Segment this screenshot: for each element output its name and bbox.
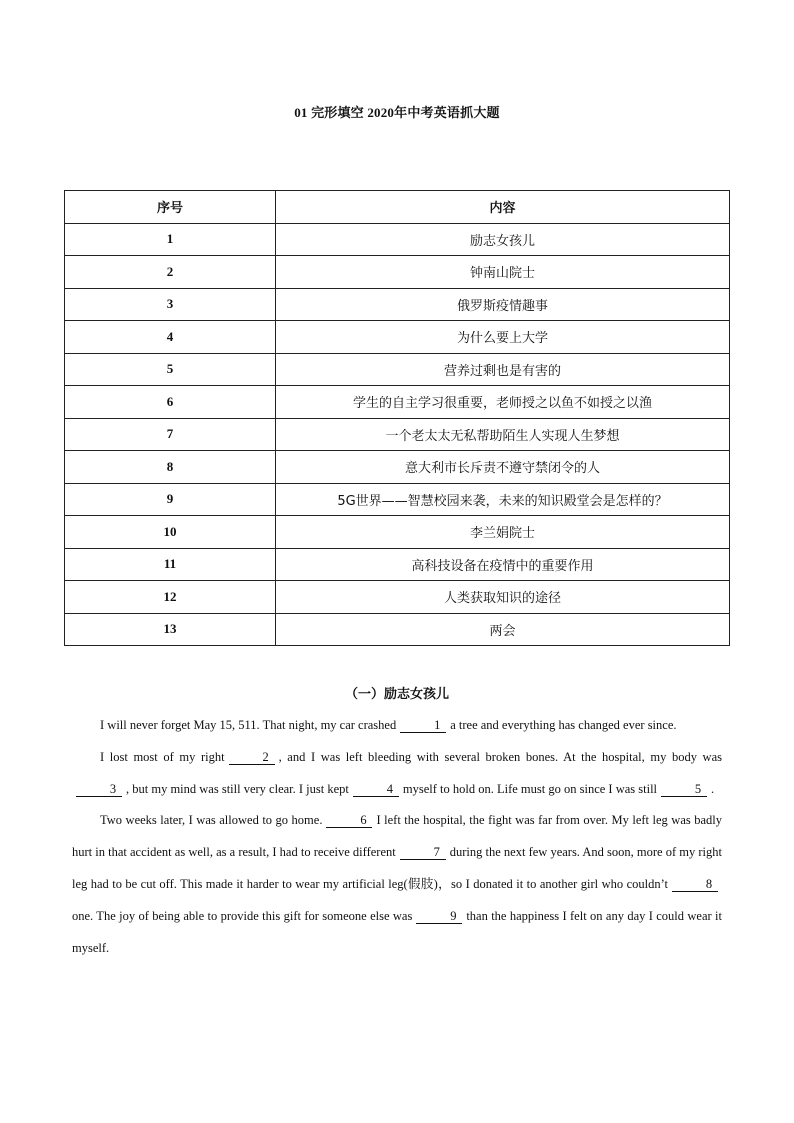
row-number: 4 bbox=[65, 321, 276, 354]
table-row bbox=[65, 321, 730, 354]
row-number: 2 bbox=[65, 256, 276, 289]
row-number: 1 bbox=[65, 223, 276, 256]
text-segment: I lost most of my right bbox=[100, 749, 225, 764]
header-content: 内容 bbox=[276, 191, 730, 224]
row-content: 两会 bbox=[276, 613, 730, 646]
row-content: 李兰娟院士 bbox=[276, 516, 730, 549]
text-segment: . bbox=[711, 781, 715, 796]
contents-table bbox=[64, 190, 730, 646]
table-row bbox=[65, 256, 730, 289]
row-number: 13 bbox=[65, 613, 276, 646]
table-row bbox=[65, 386, 730, 419]
blank-7: 7 bbox=[400, 845, 446, 860]
table-row bbox=[65, 418, 730, 451]
cloze-passage bbox=[72, 710, 722, 964]
row-number: 8 bbox=[65, 451, 276, 484]
blank-4: 4 bbox=[353, 782, 399, 797]
row-content: 学生的自主学习很重要，老师授之以鱼不如授之以渔 bbox=[276, 386, 730, 419]
row-number: 10 bbox=[65, 516, 276, 549]
row-content: 俄罗斯疫情趣事 bbox=[276, 288, 730, 321]
table-row bbox=[65, 613, 730, 646]
row-number: 3 bbox=[65, 288, 276, 321]
table-row bbox=[65, 516, 730, 549]
text-segment: a tree and everything has changed ever since. bbox=[450, 718, 677, 732]
table-row bbox=[65, 581, 730, 614]
blank-3: 3 bbox=[76, 782, 122, 797]
text-segment: I left the hospital, the fight was far from over. My left leg was badly hurt in that accident as well, as a result, I had to receive different bbox=[72, 813, 723, 860]
table-row bbox=[65, 451, 730, 484]
text-segment: than the happiness I felt on any day I could wear it myself. bbox=[72, 908, 722, 955]
text-segment: , but my mind was still very clear. I just kept bbox=[126, 781, 349, 796]
row-content: 钟南山院士 bbox=[276, 256, 730, 289]
text-segment: one. The joy of being able to provide this gift for someone else was bbox=[72, 908, 413, 923]
text-segment: I will never forget May 15, 511. That night, my car crashed bbox=[100, 718, 397, 732]
table-row bbox=[65, 353, 730, 386]
blank-5: 5 bbox=[661, 782, 707, 797]
page-title: 01 完形填空 2020年中考英语抓大题 bbox=[294, 105, 500, 120]
row-content: 5G世界——智慧校园来袭，未来的知识殿堂会是怎样的？ bbox=[276, 483, 730, 516]
blank-2: 2 bbox=[229, 750, 275, 765]
table-row bbox=[65, 483, 730, 516]
text-segment: , and I was left bleeding with several broken bones. At the hospital, my body was bbox=[278, 749, 722, 764]
text-segment: during the next few years. And soon, more of my right leg had to be cut off. This made it harder to wear my artificial leg(假肢)，so I donated it to another girl who couldn’t bbox=[72, 845, 722, 891]
table-row bbox=[65, 223, 730, 256]
blank-8: 8 bbox=[672, 877, 718, 892]
row-number: 7 bbox=[65, 418, 276, 451]
table-row bbox=[65, 548, 730, 581]
row-number: 9 bbox=[65, 483, 276, 516]
row-content: 励志女孩儿 bbox=[276, 223, 730, 256]
section-title: （一）励志女孩儿 bbox=[344, 686, 449, 701]
paragraph-3 bbox=[72, 805, 722, 964]
row-number: 6 bbox=[65, 386, 276, 419]
row-number: 5 bbox=[65, 353, 276, 386]
row-content: 一个老太太无私帮助陌生人实现人生梦想 bbox=[276, 418, 730, 451]
paragraph-1 bbox=[72, 710, 722, 742]
table-row bbox=[65, 288, 730, 321]
text-segment: myself to hold on. Life must go on since I was still bbox=[402, 781, 658, 796]
text-segment: Two weeks later, I was allowed to go home. bbox=[100, 813, 323, 828]
blank-6: 6 bbox=[326, 813, 372, 828]
row-content: 人类获取知识的途径 bbox=[276, 581, 730, 614]
table-header-row bbox=[65, 191, 730, 224]
row-content: 高科技设备在疫情中的重要作用 bbox=[276, 548, 730, 581]
blank-1: 1 bbox=[400, 718, 446, 733]
row-content: 意大利市长斥责不遵守禁闭令的人 bbox=[276, 451, 730, 484]
row-content: 营养过剩也是有害的 bbox=[276, 353, 730, 386]
paragraph-2 bbox=[72, 742, 722, 806]
row-number: 11 bbox=[65, 548, 276, 581]
header-number: 序号 bbox=[65, 191, 276, 224]
row-content: 为什么要上大学 bbox=[276, 321, 730, 354]
row-number: 12 bbox=[65, 581, 276, 614]
blank-9: 9 bbox=[416, 909, 462, 924]
